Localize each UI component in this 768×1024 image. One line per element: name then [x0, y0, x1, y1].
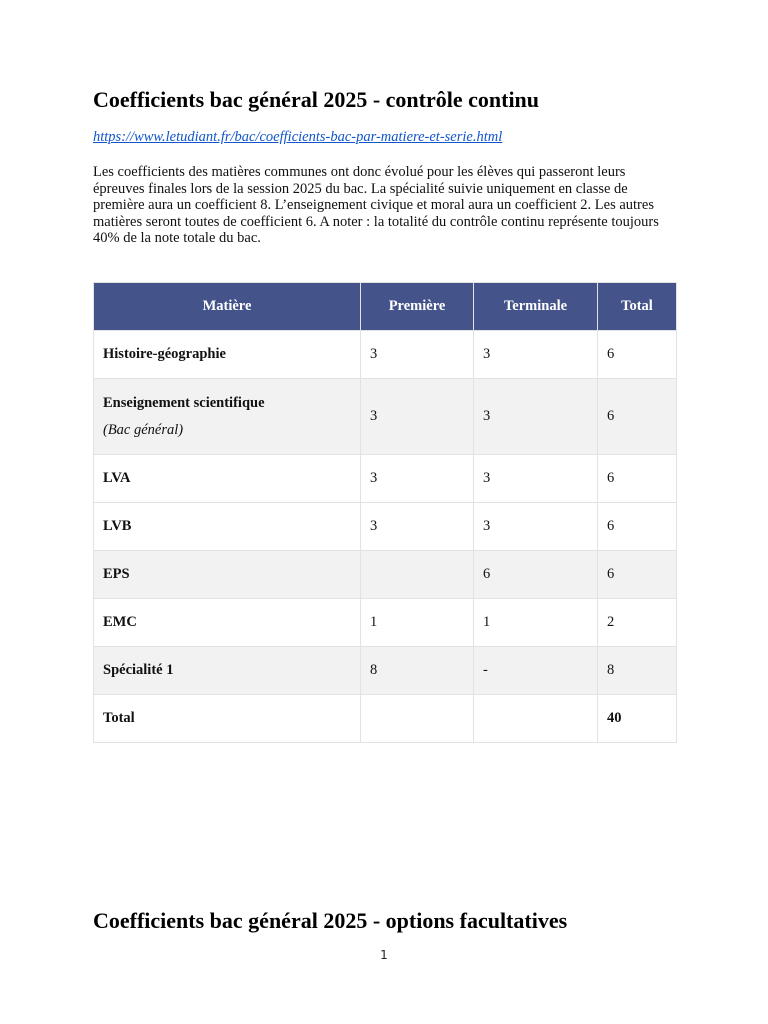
cell-premiere [361, 551, 474, 599]
cell-subject: Spécialité 1 [94, 647, 361, 695]
intro-paragraph: Les coefficients des matières communes ont donc évolué pour les élèves qui passeront leurs épreuves finales lors de la session 2025 du bac. La spécialité suivie uniquement en classe de première aura un coefficient 8. L’enseignement civique et moral aura un coefficient 2. Les autres matières seront toutes de coefficient 6. A noter : la totalité du contrôle continu représente toujours 40% de la note totale du bac. [93, 164, 659, 247]
table-row [94, 379, 677, 455]
column-header-premiere: Première [361, 283, 474, 331]
page-number: 1 [380, 948, 388, 962]
cell-premiere: 3 [361, 455, 474, 503]
cell-premiere: 1 [361, 599, 474, 647]
cell-total: 6 [598, 551, 677, 599]
section-title-controle-continu: Coefficients bac général 2025 - contrôle continu [93, 87, 540, 112]
cell-subject: Total [94, 695, 361, 743]
cell-premiere [361, 695, 474, 743]
cell-total: 6 [598, 503, 677, 551]
subject-name: Enseignement scientifique [103, 394, 265, 411]
cell-terminale: - [474, 647, 598, 695]
cell-total: 40 [598, 695, 677, 743]
cell-subject: EMC [94, 599, 361, 647]
table-row [94, 503, 677, 551]
table-row [94, 455, 677, 503]
table-row [94, 551, 677, 599]
cell-terminale: 1 [474, 599, 598, 647]
table-header-row [94, 283, 677, 331]
coefficients-table [93, 282, 677, 743]
table-row [94, 599, 677, 647]
cell-premiere: 3 [361, 503, 474, 551]
column-header-terminale: Terminale [474, 283, 598, 331]
cell-terminale: 3 [474, 331, 598, 379]
cell-terminale [474, 695, 598, 743]
column-header-subject: Matière [94, 283, 361, 331]
cell-subject [94, 379, 361, 455]
cell-total: 6 [598, 379, 677, 455]
cell-subject: Histoire-géographie [94, 331, 361, 379]
cell-terminale: 6 [474, 551, 598, 599]
subject-note: (Bac général) [103, 421, 184, 438]
cell-premiere: 3 [361, 331, 474, 379]
source-link[interactable]: https://www.letudiant.fr/bac/coefficients-bac-par-matiere-et-serie.html [93, 129, 503, 145]
table-row [94, 647, 677, 695]
cell-total: 8 [598, 647, 677, 695]
section-title-options-facultatives: Coefficients bac général 2025 - options facultatives [93, 908, 568, 933]
cell-subject: LVB [94, 503, 361, 551]
table-row [94, 331, 677, 379]
column-header-total: Total [598, 283, 677, 331]
cell-subject: EPS [94, 551, 361, 599]
cell-premiere: 8 [361, 647, 474, 695]
cell-total: 6 [598, 331, 677, 379]
cell-premiere: 3 [361, 379, 474, 455]
cell-terminale: 3 [474, 379, 598, 455]
cell-terminale: 3 [474, 503, 598, 551]
cell-subject: LVA [94, 455, 361, 503]
cell-total: 2 [598, 599, 677, 647]
cell-terminale: 3 [474, 455, 598, 503]
cell-total: 6 [598, 455, 677, 503]
table-row-total [94, 695, 677, 743]
